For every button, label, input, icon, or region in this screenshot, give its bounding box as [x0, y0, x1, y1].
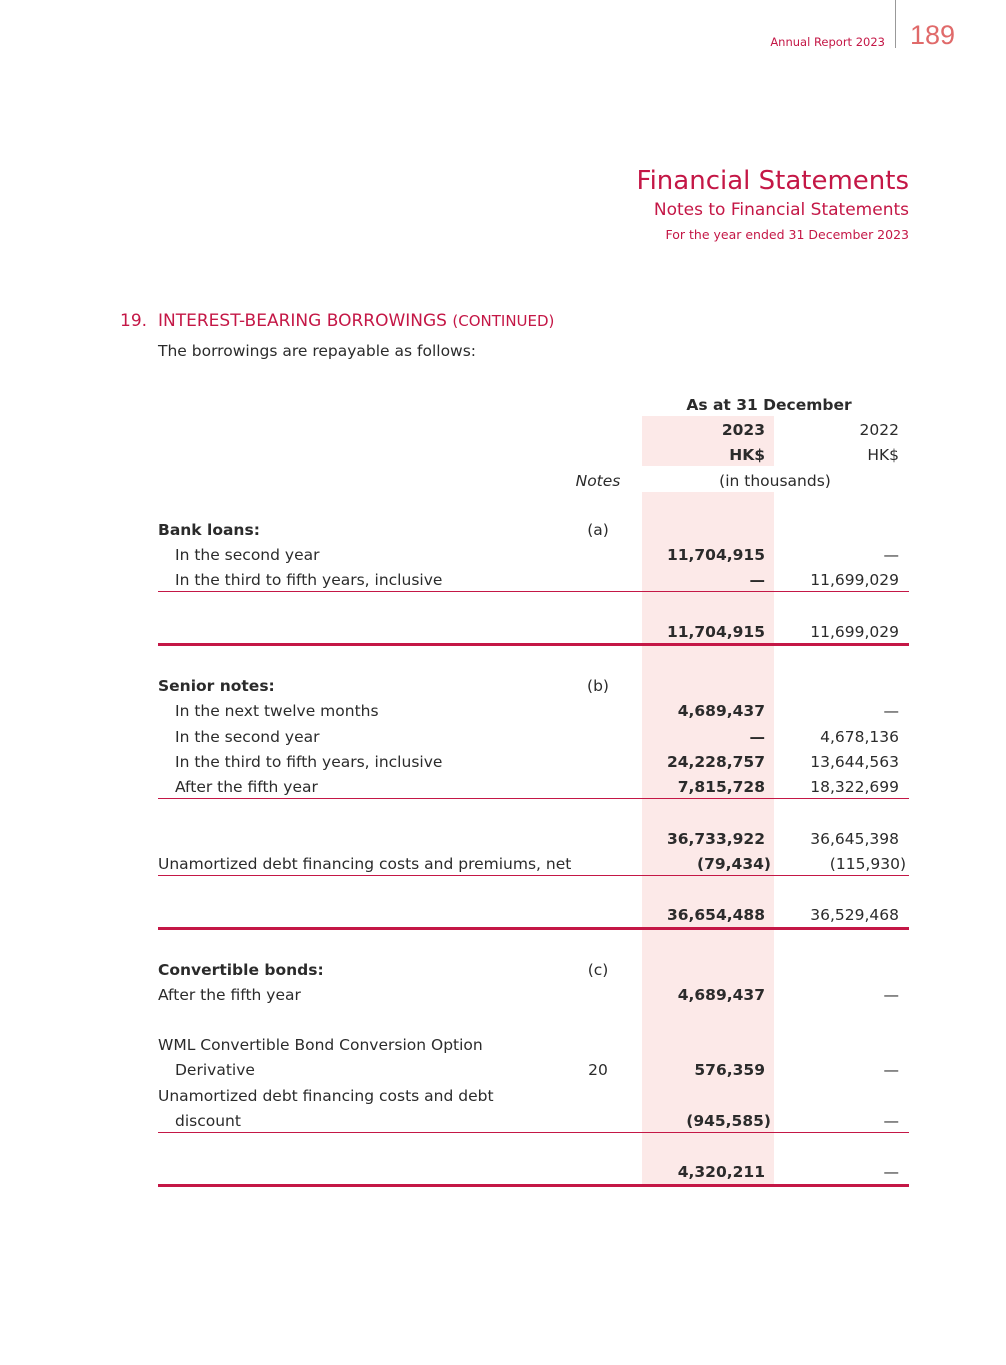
- year-current: 2023: [721, 421, 765, 439]
- row-label: Derivative: [175, 1061, 255, 1079]
- value-2023: 7,815,728: [677, 778, 765, 796]
- notes-header: Notes: [575, 472, 621, 490]
- row-note: (c): [587, 961, 609, 979]
- value-2023: (945,585): [686, 1112, 771, 1130]
- value-2022: 4,678,136: [820, 728, 899, 746]
- value-2023: 11,704,915: [666, 623, 765, 641]
- value-2022: 11,699,029: [810, 623, 899, 641]
- value-2023: 36,654,488: [666, 906, 765, 924]
- total-rule: [158, 927, 909, 930]
- subtotal-rule: [158, 1132, 909, 1133]
- value-2023: —: [749, 728, 765, 746]
- section-title: [158, 311, 554, 331]
- value-2022: (115,930): [829, 855, 906, 873]
- value-2023: —: [749, 571, 765, 589]
- page-subtitle: Notes to Financial Statements: [653, 200, 909, 220]
- value-2022: —: [883, 986, 899, 1004]
- row-label: discount: [175, 1112, 241, 1130]
- table-group-header: As at 31 December: [686, 396, 852, 414]
- subtotal-rule: [158, 875, 909, 876]
- value-2022: —: [883, 546, 899, 564]
- report-name: Annual Report 2023: [770, 35, 885, 49]
- page-title: Financial Statements: [636, 166, 909, 196]
- row-note: (b): [587, 677, 609, 695]
- row-label: WML Convertible Bond Conversion Option: [158, 1036, 483, 1054]
- row-label: In the second year: [175, 546, 320, 564]
- value-2022: —: [883, 1112, 899, 1130]
- value-2022: 36,645,398: [810, 830, 899, 848]
- value-2022: —: [883, 702, 899, 720]
- row-label: Unamortized debt financing costs and premiums, net: [158, 855, 572, 873]
- header-divider: [895, 0, 896, 48]
- subtotal-rule: [158, 798, 909, 799]
- value-2022: —: [883, 1061, 899, 1079]
- subtotal-rule: [158, 591, 909, 592]
- value-2023: (79,434): [697, 855, 771, 873]
- total-rule: [158, 643, 909, 646]
- section-title-text: INTEREST-BEARING BORROWINGS: [158, 311, 447, 331]
- row-label: After the fifth year: [158, 986, 301, 1004]
- value-2023: 24,228,757: [666, 753, 765, 771]
- row-label: Unamortized debt financing costs and debt: [158, 1087, 494, 1105]
- row-label: Senior notes:: [158, 677, 275, 695]
- value-2023: 4,689,437: [677, 702, 765, 720]
- row-note: 20: [588, 1061, 608, 1079]
- row-label: Bank loans:: [158, 521, 260, 539]
- value-2022: 18,322,699: [810, 778, 899, 796]
- page-number: 189: [910, 20, 956, 50]
- section-number: 19.: [120, 311, 148, 331]
- row-label: In the second year: [175, 728, 320, 746]
- value-2023: 576,359: [694, 1061, 765, 1079]
- value-2022: 36,529,468: [810, 906, 899, 924]
- currency-prior: HK$: [867, 446, 899, 464]
- section-intro: The borrowings are repayable as follows:: [158, 342, 477, 360]
- value-2022: 11,699,029: [810, 571, 899, 589]
- total-rule: [158, 1184, 909, 1187]
- value-2023: 4,320,211: [677, 1163, 765, 1181]
- row-label: In the next twelve months: [175, 702, 379, 720]
- unit-label: (in thousands): [719, 472, 831, 490]
- section-continued: (CONTINUED): [452, 312, 555, 330]
- row-label: After the fifth year: [175, 778, 318, 796]
- value-2023: 11,704,915: [666, 546, 765, 564]
- value-2023: 36,733,922: [666, 830, 765, 848]
- value-2022: —: [883, 1163, 899, 1181]
- row-label: In the third to fifth years, inclusive: [175, 571, 443, 589]
- value-2023: 4,689,437: [677, 986, 765, 1004]
- period-label: For the year ended 31 December 2023: [665, 227, 909, 242]
- row-label: In the third to fifth years, inclusive: [175, 753, 443, 771]
- year-prior: 2022: [859, 421, 899, 439]
- currency-current: HK$: [729, 446, 765, 464]
- row-label: Convertible bonds:: [158, 961, 324, 979]
- row-note: (a): [587, 521, 609, 539]
- value-2022: 13,644,563: [810, 753, 899, 771]
